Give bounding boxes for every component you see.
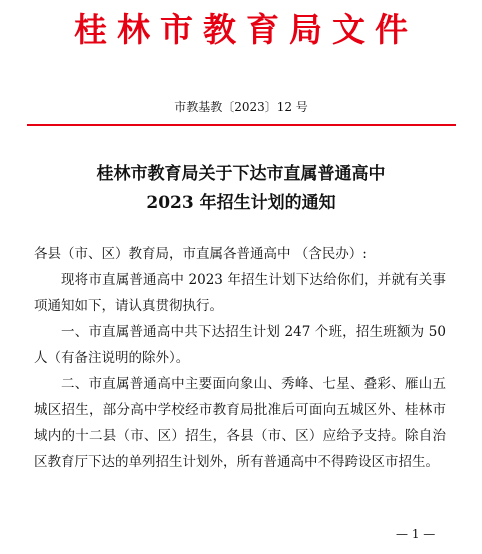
notice-title-line-2: 2023 年招生计划的通知 bbox=[146, 193, 336, 213]
notice-title-line-1: 桂林市教育局关于下达市直属普通高中 bbox=[96, 164, 386, 184]
paragraph-item-2: 二、市直属普通高中主要面向象山、秀峰、七星、叠彩、雁山五城区招生，部分高中学校经市教育局批准后可面向五城区外、桂林市域内的十二县（市、区）招生，各县（市、区）应给予支持。除自治区教育厅下达的单列招生计划外，所有普通高中不得跨设区市招生。 bbox=[34, 376, 446, 470]
document-header-title: 桂林市教育局文件 bbox=[74, 10, 418, 49]
page-number: — 1 — bbox=[396, 527, 436, 541]
paragraph-intro: 现将市直属普通高中 2023 年招生计划下达给你们，并就有关事项通知如下，请认真贯彻执行。 bbox=[34, 272, 446, 314]
paragraph-item-1: 一、市直属普通高中共下达招生计划 247 个班，招生班额为 50 人（有备注说明的除外）。 bbox=[34, 324, 446, 366]
red-divider-line bbox=[27, 124, 456, 126]
salutation: 各县（市、区）教育局，市直属各普通高中 （含民办）: bbox=[34, 246, 367, 262]
document-number: 市教基教〔2023〕12 号 bbox=[174, 100, 308, 114]
